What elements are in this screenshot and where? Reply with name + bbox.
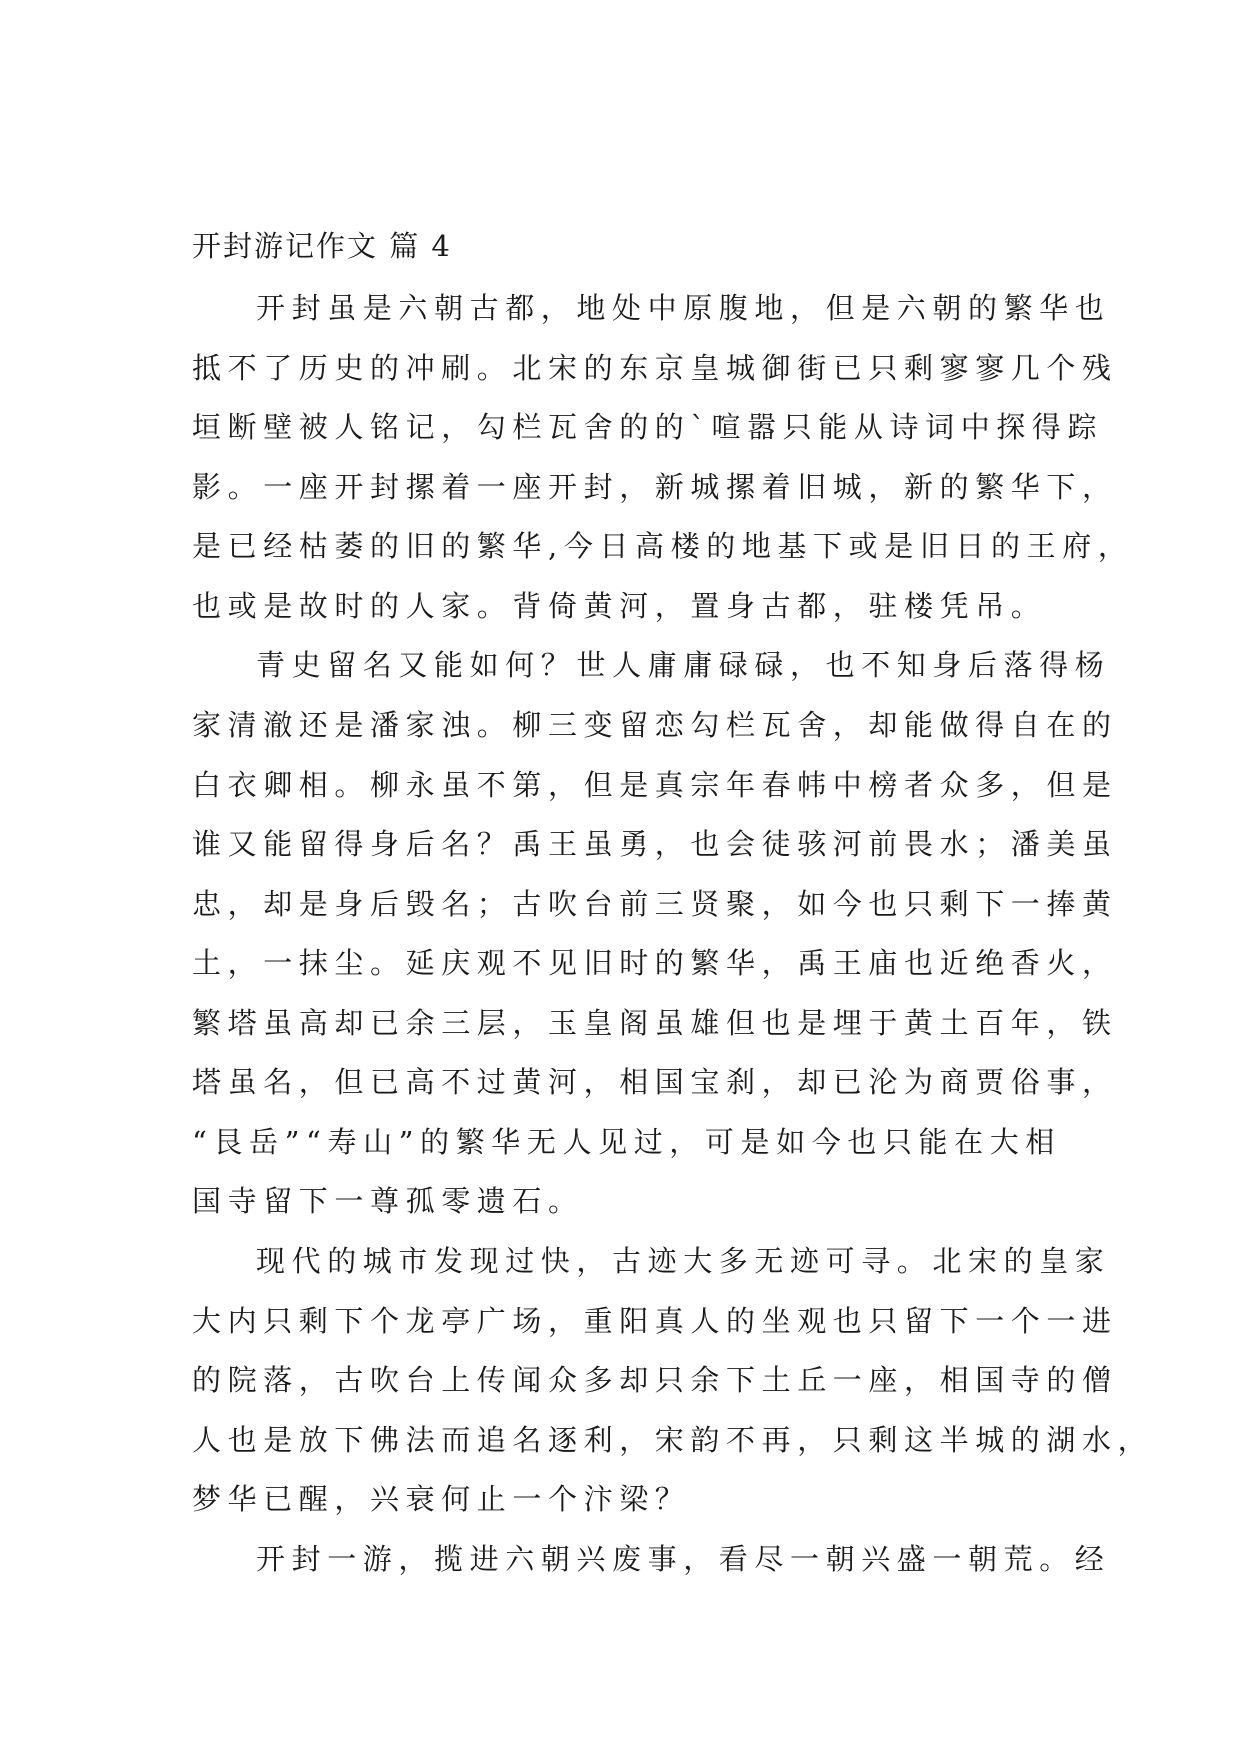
text-line: 塔虽名，但已高不过黄河，相国宝刹，却已沦为商贾俗事， [192, 1065, 1118, 1099]
text-line: 开封一游，揽进六朝兴废事，看尽一朝兴盛一朝荒。经 [256, 1542, 1111, 1576]
text-line: 垣断壁被人铭记，勾栏瓦舍的的`喧嚣只能从诗词中探得踪 [192, 410, 1104, 444]
text-line: 梦华已醒，兴衰何止一个汴梁？ [192, 1482, 691, 1516]
text-line: 开封虽是六朝古都，地处中原腹地，但是六朝的繁华也 [256, 291, 1111, 325]
text-line: 大内只剩下个龙亭广场，重阳真人的坐观也只留下一个一进 [192, 1304, 1118, 1338]
text-line: 家清澈还是潘家浊。柳三变留恋勾栏瓦舍，却能做得自在的 [192, 708, 1118, 742]
text-line: 影。一座开封摞着一座开封，新城摞着旧城，新的繁华下， [192, 470, 1118, 504]
text-line: 也或是故时的人家。背倚黄河，置身古都，驻楼凭吊。 [192, 589, 1047, 623]
text-line: 是已经枯萎的旧的繁华,今日高楼的地基下或是旧日的王府， [192, 529, 1134, 563]
text-line: 抵不了历史的冲刷。北宋的东京皇城御街已只剩寥寥几个残 [192, 351, 1118, 385]
text-line: 现代的城市发现过快，古迹大多无迹可寻。北宋的皇家 [256, 1244, 1111, 1278]
text-line: 土，一抹尘。延庆观不见旧时的繁华，禹王庙也近绝香火， [192, 946, 1118, 980]
text-line: 的院落，古吹台上传闻众多却只余下土丘一座，相国寺的僧 [192, 1363, 1118, 1397]
document-title: 开封游记作文 篇 4 [192, 229, 452, 263]
text-line: 繁塔虽高却已余三层，玉皇阁虽雄但也是埋于黄土百年，铁 [192, 1006, 1118, 1040]
text-line: 白衣卿相。柳永虽不第，但是真宗年春帏中榜者众多，但是 [192, 768, 1118, 802]
text-line: 人也是放下佛法而追名逐利，宋韵不再，只剩这半城的湖水， [192, 1423, 1154, 1457]
text-line: 忠，却是身后毁名；古吹台前三贤聚，如今也只剩下一捧黄 [192, 887, 1118, 921]
text-line: 国寺留下一尊孤零遗石。 [192, 1184, 584, 1218]
text-line: “艮岳”“寿山”的繁华无人见过，可是如今也只能在大相 [192, 1125, 1061, 1159]
text-line: 青史留名又能如何？世人庸庸碌碌，也不知身后落得杨 [256, 648, 1111, 682]
text-line: 谁又能留得身后名？禹王虽勇，也会徒骇河前畏水；潘美虽 [192, 827, 1118, 861]
